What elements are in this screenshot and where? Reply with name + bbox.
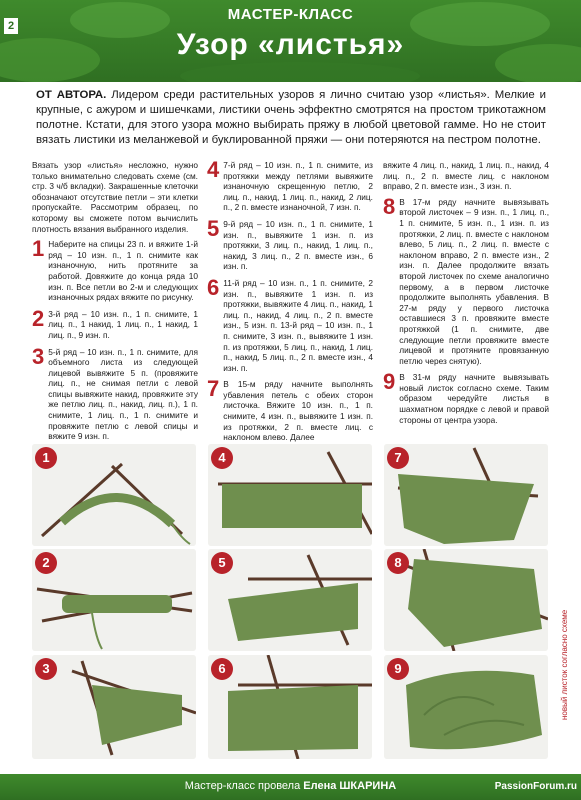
step-text: В 15-м ряду начните выполнять убавления петель с обеих сторон листочка. Вяжите 10 изн. п., 1 п. снимите, 4 изн. п., вывяжите 1 изн. п. из протяжки, 2 п. вместе лиц. с наклоном влево. Далее <box>223 379 373 443</box>
photo-number-badge: 1 <box>35 447 57 469</box>
intro-text: Лидером среди растительных узоров я лично считаю узор «листья». Мелкие и крупные, с ажуром и шишечками, листики очень эффектно смотрятся на простом трикотажном полотне. Кстати, для этого узора можно выбирать пряжу в любой цветовой гамме. Но не стоит вязать листики из меланжевой и буклированной пряжи — они потеряются на пестром полотне. <box>36 89 546 146</box>
photo-number-badge: 9 <box>387 658 409 680</box>
step-number: 6 <box>207 274 220 300</box>
step-number: 8 <box>383 193 396 219</box>
photo-number-badge: 7 <box>387 447 409 469</box>
step-number: 5 <box>207 215 220 241</box>
photo-number-badge: 8 <box>387 552 409 574</box>
photo-step-1 <box>32 444 196 546</box>
step-9 <box>383 369 549 425</box>
step-text: В 31-м ряду начните вывязывать новый листок согласно схеме. Таким образом чередуйте листья в шахматном порядке с левой и правой стороны от центра узора. <box>399 372 549 425</box>
col3-paragraph: вяжите 4 лиц. п., накид, 1 лиц. п., накид, 4 лиц. п., 2 п. вместе лиц. с наклоном вправо, 2 п. вместе изн., 3 изн. п. <box>383 160 549 192</box>
photo-step-5 <box>208 549 372 651</box>
step-6 <box>207 274 373 373</box>
photo-step-9 <box>384 655 548 759</box>
site-watermark: PassionForum.ru <box>494 781 577 792</box>
step-number: 7 <box>207 376 220 402</box>
step-text: В 17-м ряду начните вывязывать второй листочек – 9 изн. п., 1 лиц. п., 1 п. снимите, 5 изн. п., 1 изн. п. из протяжки, 2 лиц. п. вместе с наклоном влево, 5 лиц. п., 2 лиц. п. вместе с наклоном вправо, 2 п. вместе изн., 2 изн. п. Далее продолжите вязать второй листочек по схеме аналогично первому, а в первом листочке продолжите выполнять убавления. В 27-м ряду у первого листочка оставшиеся 3 п. провяжите вместе протяжкой (1 п. снимите, две следующие петли провяжите вместе лицевой и протяните провязанную петлю через снятую). <box>399 196 549 366</box>
step-number: 2 <box>32 305 45 331</box>
col1-paragraph: Вязать узор «листья» несложно, нужно только внимательно следовать схеме (см. стр. 3 ч/б вкладки). Закрашенные клеточки обозначают отсутствие петли – эти клетки пропускайте. Рассмотрим образец, по которому вы сможете потом вычислить плотность вязания выбранного изделия. <box>32 160 198 234</box>
photo-step-7 <box>384 444 548 546</box>
photo-number-badge: 5 <box>211 552 233 574</box>
photo-step-8 <box>384 549 548 651</box>
step-4 <box>207 157 373 213</box>
step-text: 11-й ряд – 10 изн. п., 1 п. снимите, 2 изн. п., вывяжите 1 изн. п. из протяжки, вывяжите 4 лиц. п., накид, 1 лиц. п., накид, 4 лиц. п., 2 п. вместе изн., 5 изн. п. 13-й ряд – 10 изн. п., 1 п. снимите, 3 изн. п., вывяжите 1 изн. п. из протяжки, 5 лиц. п., накид, 1 лиц. п., накид, 5 лиц. п., 2 п. вместе изн., 4 изн. п. <box>223 277 373 373</box>
photo-number-badge: 2 <box>35 552 57 574</box>
footer-banner <box>0 774 581 800</box>
header-banner <box>0 0 581 82</box>
side-vertical-text: новый листок согласно схеме <box>560 609 569 720</box>
photo-step-3 <box>32 655 196 759</box>
step-number: 9 <box>383 369 396 395</box>
text-column-1 <box>32 160 198 448</box>
text-column-3 <box>383 160 549 431</box>
step-text: 3-й ряд – 10 изн. п., 1 п. снимите, 1 лиц. п., 1 накид, 1 лиц. п., 1 накид, 1 лиц. п., 9 изн. п. <box>48 308 198 340</box>
intro-paragraph <box>36 88 546 148</box>
step-3 <box>32 343 198 442</box>
step-number: 4 <box>207 157 220 182</box>
page-title: Узор «листья» <box>176 28 405 61</box>
intro-lead: ОТ АВТОРА. <box>36 89 107 101</box>
photo-step-4 <box>208 444 372 546</box>
step-1 <box>32 236 198 303</box>
step-5 <box>207 215 373 272</box>
step-text: 9-й ряд – 10 изн. п., 1 п. снимите, 1 изн. п., вывяжите 1 изн. п. из протяжки, 3 лиц. п., накид, 1 лиц. п., накид, 3 лиц. п., 2 п. вместе изн., 6 изн. п. <box>223 218 373 272</box>
photo-number-badge: 4 <box>211 447 233 469</box>
section-kicker: МАСТЕР-КЛАСС <box>227 6 354 23</box>
step-2 <box>32 305 198 341</box>
credit-prefix: Мастер-класс провела <box>184 780 304 792</box>
photo-number-badge: 6 <box>211 658 233 680</box>
step-text: 7-й ряд – 10 изн. п., 1 п. снимите, из протяжки между петлями вывяжите изнаночную скрещенную петлю, 2 лиц. п., накид, 1 лиц. п., накид, 2 лиц. п., 2 п. вместе изнаночной, 7 изн. п. <box>223 160 373 213</box>
photo-number-badge: 3 <box>35 658 57 680</box>
photo-step-6 <box>208 655 372 759</box>
step-text: Наберите на спицы 23 п. и вяжите 1-й ряд – 10 изн. п., 1 п. снимите как изнаночную, нить протяните за работой. Довяжите до конца ряда 10 изн. п. Все петли во 2-м и следующих изнаночных рядах вяжите по рисунку. <box>48 239 198 303</box>
step-7 <box>207 376 373 443</box>
step-number: 3 <box>32 343 45 369</box>
step-number: 1 <box>32 236 45 262</box>
photo-step-2 <box>32 549 196 651</box>
credit-name: Елена ШКАРИНА <box>303 780 397 792</box>
text-column-2 <box>207 157 373 449</box>
step-text: 5-й ряд – 10 изн. п., 1 п. снимите, для объемного листа из следующей лицевой вывяжите 5 п. (провяжите лиц. п., не снимая петли с левой спицы вывяжите накид, провяжите эту же петлю лиц. п., накид, лиц. п.), 1 п. снимите, 1 лиц. п., 1 п. снимите и провяжите петлю с левой спицы и вяжите 9 изн. п. <box>48 346 198 442</box>
step-8 <box>383 193 549 367</box>
page-number: 2 <box>4 18 18 34</box>
